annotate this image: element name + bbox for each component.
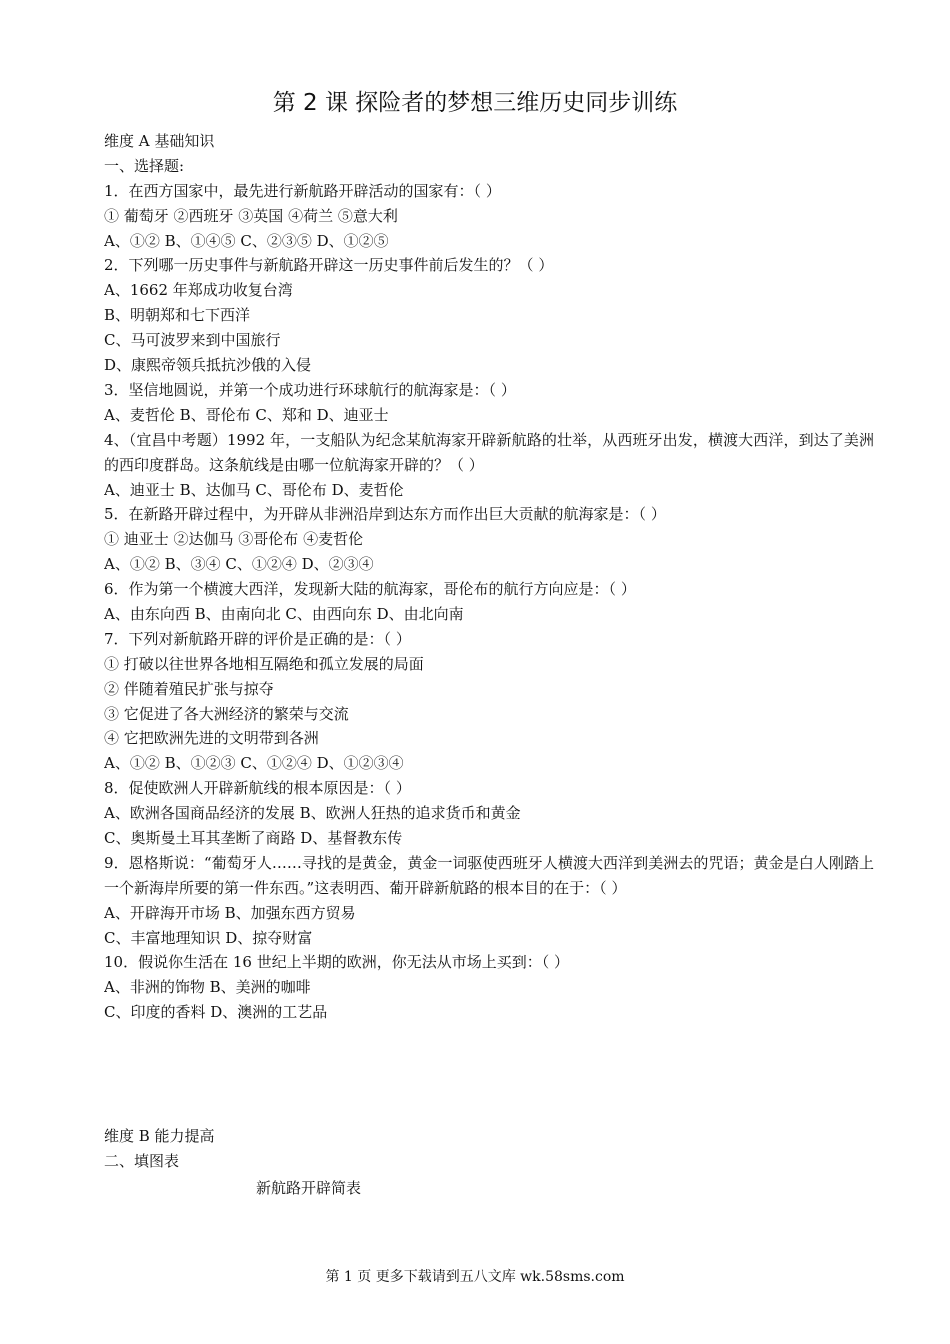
question-stem: 7．下列对新航路开辟的评价是正确的是：（ ） (104, 629, 411, 648)
question-options: A、①② B、①②③ C、①②④ D、①②③④ (104, 754, 404, 773)
question-options: A、①② B、③④ C、①②④ D、②③④ (104, 555, 374, 574)
question-options: A、由东向西 B、由南向北 C、由西向东 D、由北向南 (104, 604, 464, 623)
question-9 (104, 851, 874, 951)
page-title: 第 2 课 探险者的梦想三维历史同步训练 (272, 90, 678, 116)
option-b: B、明朝郑和七下西洋 (104, 306, 251, 325)
question-10 (104, 950, 874, 1025)
question-item-4: ④ 它把欧洲先进的文明带到各洲 (104, 729, 319, 748)
question-3 (104, 378, 874, 428)
part-heading: 二、填图表 (104, 1151, 180, 1170)
question-8 (104, 776, 874, 851)
options-ab: A、欧洲各国商品经济的发展 B、欧洲人狂热的追求货币和黄金 (104, 804, 521, 823)
options-cd: C、奥斯曼土耳其垄断了商路 D、基督教东传 (104, 828, 403, 847)
question-2 (104, 253, 874, 377)
question-stem: 3．坚信地圆说，并第一个成功进行环球航行的航海家是：（ ） (104, 380, 516, 399)
question-stem: 5．在新路开辟过程中，为开辟从非洲沿岸到达东方而作出巨大贡献的航海家是：（ ） (104, 505, 666, 524)
options-cd: C、丰富地理知识 D、掠夺财富 (104, 928, 313, 947)
part-heading: 一、选择题: (104, 156, 185, 175)
question-stem: 2．下列哪一历史事件与新航路开辟这一历史事件前后发生的？（ ） (104, 256, 554, 275)
question-stem: 10．假说你生活在 16 世纪上半期的欧洲，你无法从市场上买到：（ ） (104, 953, 569, 972)
question-5 (104, 502, 874, 577)
question-stem: 8．促使欧洲人开辟新航线的根本原因是：（ ） (104, 779, 411, 798)
question-options: A、麦哲伦 B、哥伦布 C、郑和 D、迪亚士 (104, 405, 389, 424)
question-item-3: ③ 它促进了各大洲经济的繁荣与交流 (104, 704, 349, 723)
section-heading: 维度 B 能力提高 (104, 1127, 215, 1145)
section-heading: 维度 A 基础知识 (104, 132, 215, 150)
table-title: 新航路开辟简表 (256, 1179, 362, 1197)
question-1 (104, 179, 874, 254)
question-stem: 4、（宜昌中考题）1992 年，一支船队为纪念某航海家开辟新航路的壮举，从西班牙出发，横渡大西洋，到达了美洲的西印度群岛。这条航线是由哪一位航海家开辟的？（ ） (104, 430, 874, 474)
question-6 (104, 577, 874, 627)
question-7 (104, 627, 874, 776)
question-stem: 6．作为第一个横渡大西洋，发现新大陆的航海家，哥伦布的航行方向应是：（ ） (104, 580, 636, 599)
question-item-2: ② 伴随着殖民扩张与掠夺 (104, 679, 274, 698)
question-options: A、①② B、①④⑤ C、②③⑤ D、①②⑤ (104, 231, 389, 250)
section-a (104, 129, 874, 1025)
question-stem: 1．在西方国家中，最先进行新航路开辟活动的国家有：（ ） (104, 181, 501, 200)
question-stem: 9．恩格斯说：“葡萄牙人……寻找的是黄金，黄金一词驱使西班牙人横渡大西洋到美洲去的咒语；黄金是白人刚踏上一个新海岸所要的第一件东西。”这表明西、葡开辟新航路的根本目的在于：（ ） (104, 853, 874, 897)
option-c: C、马可波罗来到中国旅行 (104, 331, 281, 350)
options-cd: C、印度的香料 D、澳洲的工艺品 (104, 1003, 328, 1022)
option-d: D、康熙帝领兵抵抗沙俄的入侵 (104, 356, 312, 375)
options-ab: A、开辟海开市场 B、加强东西方贸易 (104, 903, 356, 922)
question-4 (104, 428, 874, 503)
options-ab: A、非洲的饰物 B、美洲的咖啡 (104, 978, 311, 997)
question-items: ① 迪亚士 ②达伽马 ③哥伦布 ④麦哲伦 (104, 530, 364, 549)
question-options: A、迪亚士 B、达伽马 C、哥伦布 D、麦哲伦 (104, 480, 404, 499)
question-item-1: ① 打破以往世界各地相互隔绝和孤立发展的局面 (104, 654, 424, 673)
question-items: ① 葡萄牙 ②西班牙 ③英国 ④荷兰 ⑤意大利 (104, 206, 398, 225)
page-footer: 第 1 页 更多下载请到五八文库 wk.58sms.com (325, 1269, 625, 1285)
option-a: A、1662 年郑成功收复台湾 (104, 281, 293, 300)
section-b (104, 1124, 874, 1174)
